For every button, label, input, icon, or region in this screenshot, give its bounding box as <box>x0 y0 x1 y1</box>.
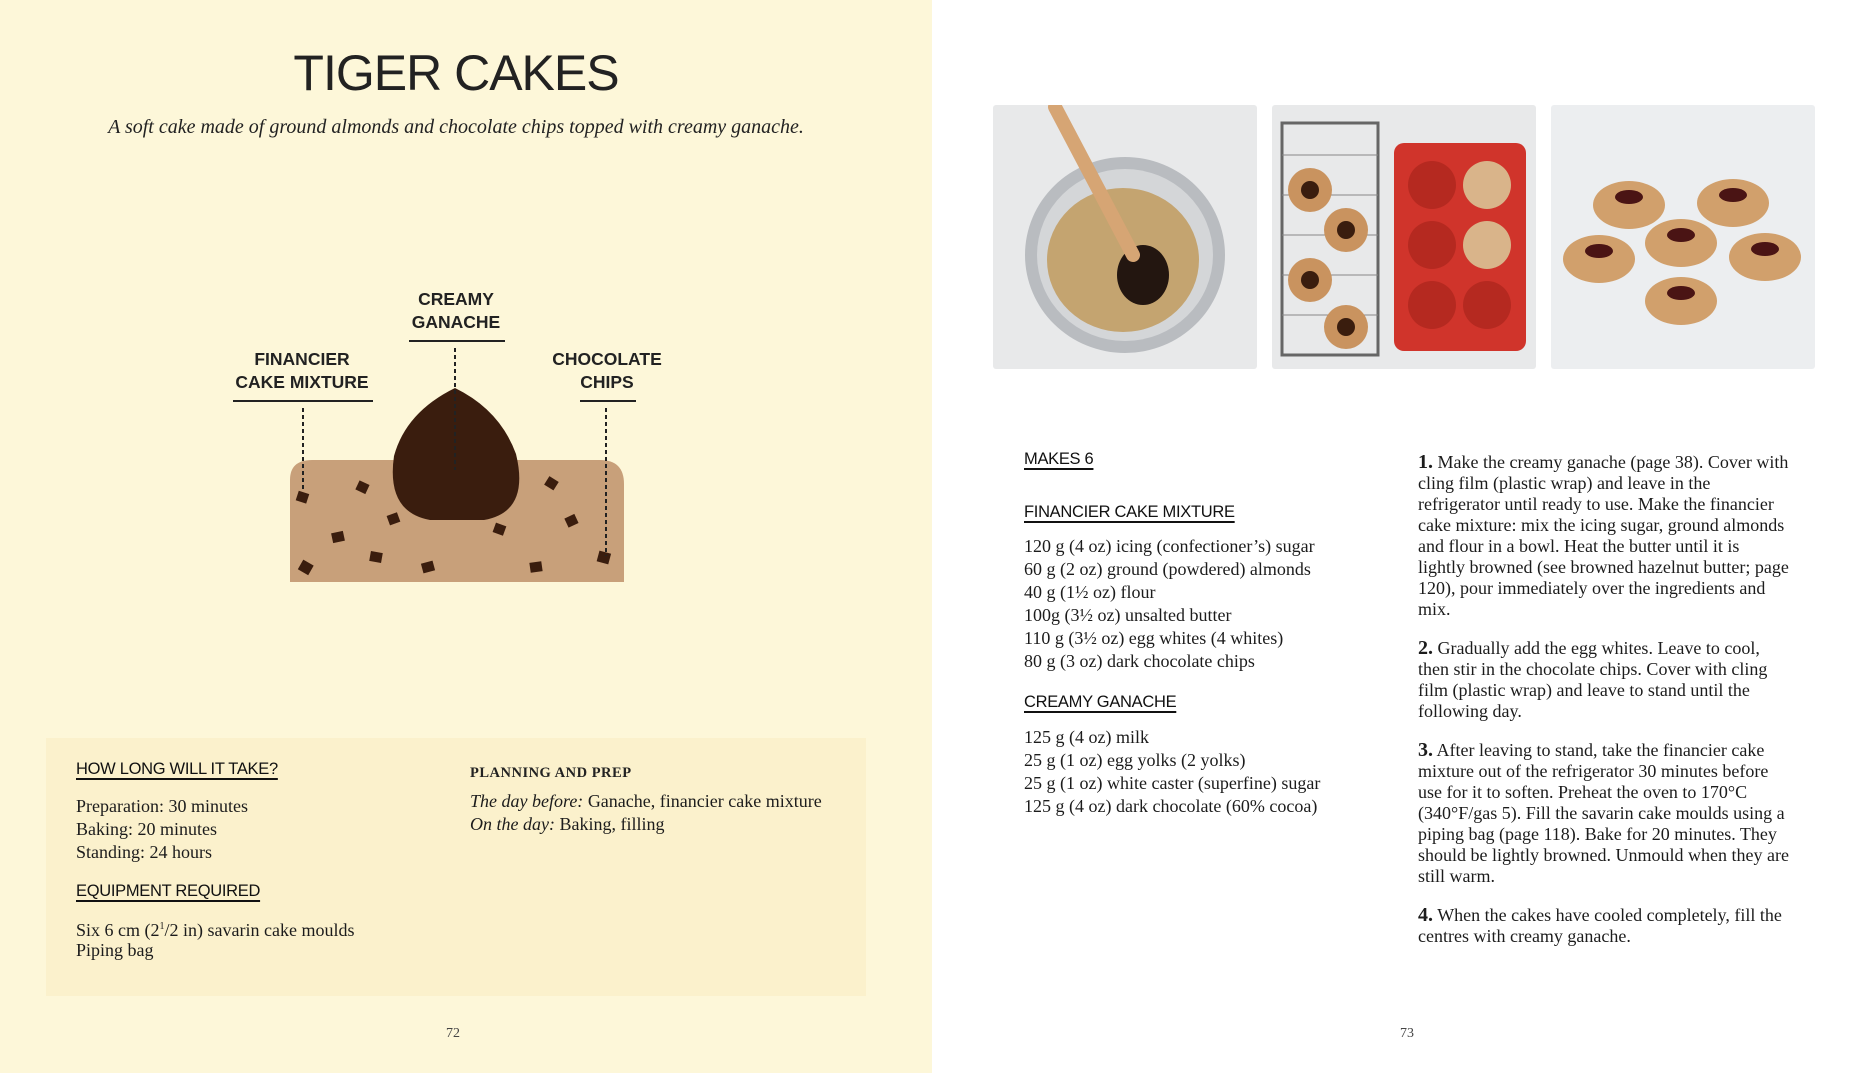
fraction-superscript: 1 <box>159 921 165 932</box>
planning-text: Ganache, financier cake mixture <box>583 791 822 811</box>
equipment-line: Piping bag <box>76 940 154 960</box>
mixing-bowl-icon <box>993 105 1257 369</box>
step-number: 1. <box>1418 451 1433 473</box>
ganache-heading: CREAMY GANACHE <box>1024 693 1177 711</box>
step-number: 3. <box>1418 739 1433 761</box>
how-long-line: Preparation: 30 minutes <box>76 796 248 816</box>
ingredient-line: 80 g (3 oz) dark chocolate chips <box>1024 651 1255 671</box>
equipment-heading: EQUIPMENT REQUIRED <box>76 882 261 900</box>
finished-cakes-icon <box>1551 105 1815 369</box>
step-text: Gradually add the egg whites. Leave to cool, then stir in the chocolate chips. Cover with cling film (plastic wrap) and leave to stand until the following day. <box>1418 638 1768 721</box>
planning-text: Baking, filling <box>554 814 665 834</box>
step-number: 4. <box>1418 904 1433 926</box>
recipe-subtitle: A soft cake made of ground almonds and chocolate chips topped with creamy ganache. <box>108 116 804 138</box>
ingredient-line: 100g (3½ oz) unsalted butter <box>1024 605 1232 625</box>
method-step <box>1418 740 1790 887</box>
makes-heading: MAKES 6 <box>1024 450 1094 468</box>
label-line-1: FINANCIER <box>254 349 350 369</box>
ingredient-line: 25 g (1 oz) egg yolks (2 yolks) <box>1024 750 1246 770</box>
how-long-line: Baking: 20 minutes <box>76 819 217 839</box>
planning-label: On the day: <box>470 814 555 834</box>
ingredient-line: 125 g (4 oz) milk <box>1024 727 1149 747</box>
label-line-1: CHOCOLATE <box>552 349 662 369</box>
page-number: 73 <box>1400 1026 1414 1041</box>
step-number: 2. <box>1418 637 1433 659</box>
step-text: Make the creamy ganache (page 38). Cover with cling film (plastic wrap) and leave in the refrigerator until ready to use. Make the financier cake mixture: mix the icing sugar, ground almonds and flour in a bowl. Heat the butter until it is lightly browned (see browned hazelnut butter; page 120), pour immediately over the ingredients and mix. <box>1418 452 1789 619</box>
method-step <box>1418 452 1790 620</box>
cooling-rack-icon <box>1272 105 1536 369</box>
method-step <box>1418 638 1790 722</box>
ingredient-line: 60 g (2 oz) ground (powdered) almonds <box>1024 559 1311 579</box>
planning-label: The day before: <box>470 791 584 811</box>
finished-cakes-photo <box>1551 105 1815 369</box>
ingredient-line: 120 g (4 oz) icing (confectioner’s) sugar <box>1024 536 1315 556</box>
ingredient-line: 125 g (4 oz) dark chocolate (60% cocoa) <box>1024 796 1318 816</box>
right-page <box>932 0 1854 1073</box>
ingredient-line: 25 g (1 oz) white caster (superfine) sugar <box>1024 773 1321 793</box>
how-long-heading: HOW LONG WILL IT TAKE? <box>76 760 278 778</box>
ingredient-line: 110 g (3½ oz) egg whites (4 whites) <box>1024 628 1284 648</box>
how-long-line: Standing: 24 hours <box>76 842 213 862</box>
planning-heading: PLANNING AND PREP <box>470 765 632 781</box>
label-line-2: CHIPS <box>580 372 634 392</box>
cakes-on-rack-photo <box>1272 105 1536 369</box>
cake-cross-section-illustration <box>0 280 932 600</box>
page-number: 72 <box>446 1026 460 1041</box>
ingredient-line: 40 g (1½ oz) flour <box>1024 582 1156 602</box>
step-text: When the cakes have cooled completely, fill the centres with creamy ganache. <box>1418 905 1782 946</box>
planning-line <box>470 813 664 836</box>
equipment-text: /2 in) savarin cake moulds <box>164 920 355 940</box>
equipment-line <box>76 915 354 942</box>
ganache-dollop <box>393 388 519 520</box>
financier-heading: FINANCIER CAKE MIXTURE <box>1024 503 1235 521</box>
planning-line <box>470 790 822 813</box>
label-line-2: GANACHE <box>411 312 501 332</box>
method-step <box>1418 905 1790 947</box>
label-line-1: CREAMY <box>418 289 494 309</box>
method-steps <box>1418 452 1790 947</box>
recipe-title: TIGER CAKES <box>293 45 619 101</box>
equipment-text: Six 6 cm (2 <box>76 920 160 940</box>
mixing-bowl-photo <box>993 105 1257 369</box>
label-line-2: CAKE MIXTURE <box>235 372 369 392</box>
cake-diagram <box>0 280 932 600</box>
step-text: After leaving to stand, take the financier cake mixture out of the refrigerator 30 minutes before use for it to soften. Preheat the oven to 170°C (340°F/gas 5). Fill the savarin cake moulds using a piping bag (page 118). Bake for 20 minutes. They should be lightly browned. Unmould when they are still warm. <box>1418 740 1789 886</box>
